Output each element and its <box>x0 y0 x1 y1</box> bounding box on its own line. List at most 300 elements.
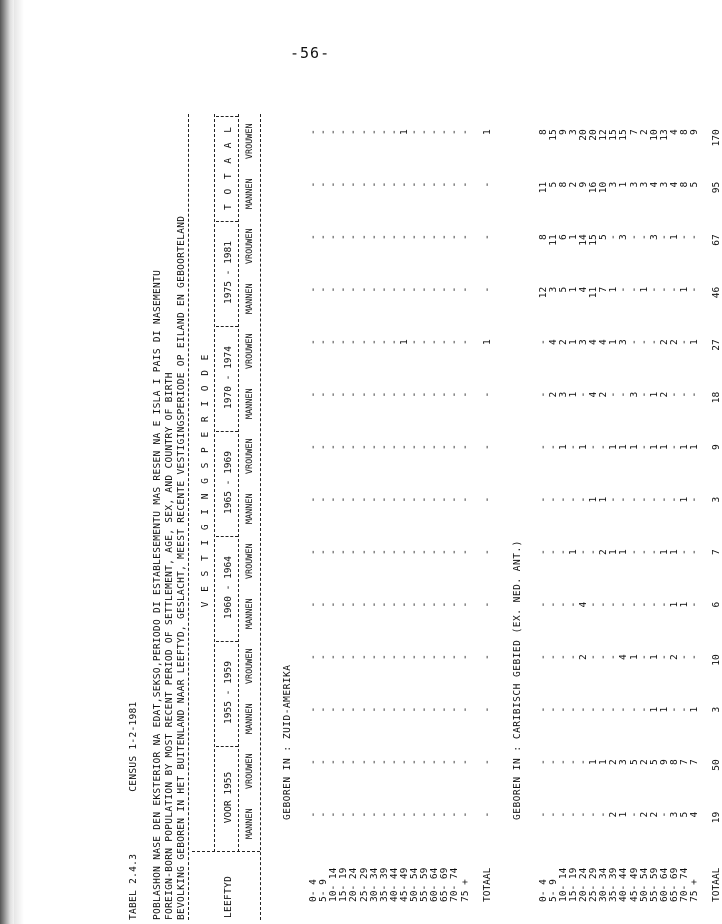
group-header-rule <box>214 114 215 852</box>
table-cell: - <box>668 496 680 503</box>
table-cell: - <box>398 601 410 608</box>
table-cell: - <box>618 286 630 293</box>
table-cell: 1 <box>679 496 690 503</box>
table-cell: 5 <box>679 811 690 818</box>
table-cell: - <box>429 601 441 608</box>
table-cell: - <box>419 181 431 188</box>
table-cell: 11 <box>537 181 549 194</box>
table-cell: - <box>459 286 471 293</box>
table-cell: - <box>439 706 451 713</box>
table-cell: - <box>648 496 660 503</box>
table-cell: - <box>338 706 350 713</box>
table-cell: - <box>598 444 610 450</box>
table-cell: - <box>348 706 360 713</box>
table-cell: - <box>419 811 431 818</box>
table-cell: - <box>689 601 701 608</box>
sex-header-vrouwen: VROUWEN <box>245 648 255 685</box>
table-cell: - <box>388 391 400 398</box>
table-cell: - <box>409 706 420 713</box>
table-cell: - <box>398 654 410 660</box>
table-cell: - <box>368 759 380 765</box>
table-cell: 2 <box>668 654 680 660</box>
table-cell: 4 <box>547 339 559 345</box>
table-cell: - <box>308 601 319 608</box>
table-cell: - <box>378 811 390 818</box>
table-cell: - <box>658 286 670 293</box>
table-cell: - <box>638 706 650 713</box>
table-cell: - <box>658 811 670 818</box>
table-cell: - <box>648 601 660 608</box>
table-cell: - <box>598 811 610 818</box>
table-cell: - <box>578 391 589 398</box>
table-cell: - <box>338 759 350 765</box>
table-cell: - <box>598 601 610 608</box>
table-cell: 1 <box>648 444 660 450</box>
table-cell: 1 <box>658 549 670 555</box>
table-cell: - <box>439 129 451 135</box>
age-group-label: 30- 34 <box>598 867 610 902</box>
table-cell: - <box>638 654 650 660</box>
table-cell: - <box>459 181 471 188</box>
table-cell: - <box>409 181 420 188</box>
total-cell: 9 <box>711 444 722 450</box>
table-cell: - <box>668 706 680 713</box>
table-cell: - <box>358 444 370 450</box>
table-cell: 1 <box>608 444 620 450</box>
period-header: T O T A A L <box>223 125 234 210</box>
table-cell: - <box>608 654 620 660</box>
table-cell: - <box>588 811 600 818</box>
table-cell: - <box>628 706 640 713</box>
sex-header-mannen: MANNEN <box>245 388 255 420</box>
table-cell: - <box>648 339 660 345</box>
table-cell: - <box>459 759 471 765</box>
table-cell: 20 <box>578 129 589 141</box>
table-cell: 2 <box>658 391 670 398</box>
table-cell: 1 <box>668 234 680 240</box>
table-cell: 2 <box>578 654 589 660</box>
table-cell: 1 <box>588 496 600 503</box>
age-group-label: 5- 9 <box>318 879 330 902</box>
table-cell: - <box>459 444 471 450</box>
table-cell: 12 <box>537 286 549 299</box>
table-cell: - <box>547 601 559 608</box>
total-cell: 95 <box>711 181 722 194</box>
table-cell: - <box>409 391 420 398</box>
table-cell: 8 <box>557 181 569 188</box>
table-cell: - <box>398 181 410 188</box>
table-cell: - <box>348 391 360 398</box>
total-cell: - <box>481 811 493 818</box>
total-cell: - <box>481 286 493 293</box>
census-date: CENSUS 1-2-1981 <box>128 701 139 792</box>
sex-header-mannen: MANNEN <box>245 178 255 210</box>
table-cell: 3 <box>628 391 640 398</box>
table-cell: 4 <box>598 339 610 345</box>
table-cell: 1 <box>567 549 579 555</box>
table-cell: - <box>628 339 640 345</box>
table-cell: - <box>358 496 370 503</box>
table-cell: - <box>547 654 559 660</box>
table-cell: - <box>557 601 569 608</box>
table-cell: 5 <box>557 286 569 293</box>
table-cell: 11 <box>547 234 559 246</box>
table-cell: - <box>368 601 380 608</box>
table-cell: - <box>348 181 360 188</box>
table-cell: 5 <box>689 181 701 188</box>
table-cell: 2 <box>668 339 680 345</box>
table-cell: - <box>459 706 471 713</box>
table-cell: - <box>368 549 380 555</box>
table-cell: - <box>449 129 461 135</box>
table-cell: - <box>638 339 650 345</box>
table-cell: - <box>308 706 319 713</box>
table-cell: 3 <box>608 181 620 188</box>
table-cell: 15 <box>547 129 559 141</box>
table-cell: - <box>449 811 461 818</box>
table-cell: - <box>429 339 441 345</box>
table-cell: 4 <box>668 181 680 188</box>
table-cell: 1 <box>679 444 690 450</box>
table-cell: - <box>308 496 319 503</box>
table-cell: - <box>388 129 400 135</box>
table-cell: - <box>439 339 451 345</box>
period-header: 1965 - 1969 <box>223 451 234 514</box>
table-cell: 1 <box>668 549 680 555</box>
table-cell: 8 <box>537 129 549 135</box>
age-group-label: 45- 49 <box>398 867 410 902</box>
table-cell: 5 <box>628 759 640 765</box>
table-cell: - <box>368 706 380 713</box>
table-cell: - <box>638 496 650 503</box>
table-cell: - <box>398 286 410 293</box>
table-cell: - <box>378 654 390 660</box>
table-cell: - <box>429 706 441 713</box>
total-cell: 1 <box>481 339 493 345</box>
table-cell: - <box>449 181 461 188</box>
table-cell: - <box>537 811 549 818</box>
table-cell: - <box>638 549 650 555</box>
table-cell: - <box>338 234 350 240</box>
table-cell: 1 <box>628 444 640 450</box>
table-cell: - <box>618 706 630 713</box>
table-cell: - <box>598 706 610 713</box>
table-cell: - <box>328 601 340 608</box>
table-cell: 2 <box>638 129 650 135</box>
table-cell: - <box>419 286 431 293</box>
table-cell: 3 <box>618 759 630 765</box>
total-label: TOTAAL <box>481 867 493 902</box>
table-cell: 1 <box>608 286 620 293</box>
table-cell: 2 <box>547 391 559 398</box>
table-cell: 4 <box>578 286 589 293</box>
table-cell: - <box>308 811 319 818</box>
table-cell: 2 <box>658 339 670 345</box>
table-cell: - <box>439 759 451 765</box>
table-cell: 2 <box>648 811 660 818</box>
table-cell: - <box>537 549 549 555</box>
table-cell: - <box>628 496 640 503</box>
table-cell: - <box>459 339 471 345</box>
age-group-label: 5- 9 <box>547 879 559 902</box>
table-cell: - <box>368 129 380 135</box>
table-cell: - <box>308 391 319 398</box>
table-cell: - <box>628 601 640 608</box>
table-cell: - <box>378 129 390 135</box>
table-cell: - <box>338 391 350 398</box>
table-cell: 1 <box>679 601 690 608</box>
total-cell: - <box>481 654 493 660</box>
table-cell: - <box>388 759 400 765</box>
table-cell: 7 <box>598 286 610 293</box>
table-cell: - <box>409 339 420 345</box>
age-group-label: 0- 4 <box>308 879 319 902</box>
table-cell: - <box>338 444 350 450</box>
table-cell: - <box>618 601 630 608</box>
table-cell: 3 <box>618 339 630 345</box>
table-cell: - <box>358 759 370 765</box>
table-cell: 1 <box>658 706 670 713</box>
table-cell: - <box>588 654 600 660</box>
table-cell: 14 <box>578 234 589 246</box>
table-cell: - <box>547 811 559 818</box>
table-cell: 20 <box>588 129 600 141</box>
table-cell: - <box>368 234 380 240</box>
table-cell: - <box>328 286 340 293</box>
table-cell: 1 <box>588 759 600 765</box>
table-cell: - <box>358 129 370 135</box>
table-cell: - <box>409 654 420 660</box>
table-cell: - <box>318 601 330 608</box>
table-cell: - <box>388 706 400 713</box>
sex-header-vrouwen: VROUWEN <box>245 543 255 580</box>
age-group-label: 15- 19 <box>338 867 350 902</box>
table-cell: - <box>439 601 451 608</box>
table-cell: - <box>429 234 441 240</box>
table-cell: - <box>429 654 441 660</box>
total-cell: 3 <box>711 706 722 713</box>
table-cell: 1 <box>598 759 610 765</box>
column-separator <box>216 641 238 642</box>
table-cell: 4 <box>588 339 600 345</box>
table-cell: - <box>368 654 380 660</box>
table-cell: 1 <box>557 444 569 450</box>
table-cell: - <box>328 339 340 345</box>
table-cell: - <box>398 496 410 503</box>
age-group-label: 50- 54 <box>409 867 420 902</box>
table-cell: 1 <box>679 286 690 293</box>
total-cell: - <box>481 234 493 240</box>
table-cell: - <box>338 339 350 345</box>
table-cell: - <box>439 811 451 818</box>
table-cell: - <box>689 654 701 660</box>
table-cell: - <box>689 286 701 293</box>
table-id-line <box>128 701 139 920</box>
table-cell: 15 <box>608 129 620 141</box>
age-group-label: 60- 64 <box>658 867 670 902</box>
total-label: TOTAAL <box>711 867 722 902</box>
table-cell: - <box>557 811 569 818</box>
total-cell: 46 <box>711 286 722 299</box>
table-cell: - <box>689 496 701 503</box>
table-cell: - <box>328 706 340 713</box>
table-cell: - <box>668 286 680 293</box>
table-cell: - <box>388 811 400 818</box>
table-cell: - <box>557 496 569 503</box>
table-cell: - <box>328 759 340 765</box>
table-cell: - <box>429 759 441 765</box>
table-cell: - <box>378 706 390 713</box>
table-cell: - <box>368 496 380 503</box>
table-cell: - <box>318 181 330 188</box>
table-cell: - <box>348 444 360 450</box>
table-cell: - <box>318 234 330 240</box>
title-papiamentu: POBLASHON NASE DEN EKSTERIOR NA EDAT,SEKSO,PERIODO DI ESTABLESEMENTU MAS RESEN NA E ISLA I PAIS DI NASEMENTU <box>152 269 163 920</box>
age-group-label: 55- 59 <box>419 867 431 902</box>
table-cell: - <box>588 706 600 713</box>
table-cell: - <box>398 234 410 240</box>
table-cell: 1 <box>689 706 701 713</box>
table-cell: - <box>388 444 400 450</box>
age-group-label: 30- 34 <box>368 867 380 902</box>
table-cell: - <box>429 496 441 503</box>
table-cell: - <box>429 129 441 135</box>
table-cell: - <box>378 601 390 608</box>
table-cell: - <box>409 549 420 555</box>
table-cell: - <box>388 496 400 503</box>
table-cell: 1 <box>578 444 589 450</box>
sex-header-mannen: MANNEN <box>245 598 255 630</box>
table-cell: - <box>429 549 441 555</box>
table-cell: - <box>459 234 471 240</box>
table-cell: - <box>358 811 370 818</box>
table-cell: - <box>628 811 640 818</box>
table-cell: - <box>547 496 559 503</box>
table-cell: - <box>388 286 400 293</box>
table-cell: - <box>449 549 461 555</box>
age-group-label: 65- 69 <box>439 867 451 902</box>
table-cell: - <box>338 496 350 503</box>
sex-header-vrouwen: VROUWEN <box>245 123 255 160</box>
table-cell: - <box>358 339 370 345</box>
table-cell: - <box>378 444 390 450</box>
table-cell: - <box>398 706 410 713</box>
table-cell: - <box>429 286 441 293</box>
table-cell: - <box>449 444 461 450</box>
table-cell: - <box>429 811 441 818</box>
table-cell: - <box>409 444 420 450</box>
table-cell: - <box>658 654 670 660</box>
table-cell: - <box>368 811 380 818</box>
table-cell: - <box>679 706 690 713</box>
table-cell: - <box>449 601 461 608</box>
table-cell: - <box>628 234 640 240</box>
age-group-label: 0- 4 <box>537 879 549 902</box>
table-cell: 2 <box>638 811 650 818</box>
period-rule <box>238 114 239 852</box>
table-cell: - <box>578 811 589 818</box>
table-cell: - <box>537 444 549 450</box>
table-cell: 16 <box>588 181 600 194</box>
table-cell: - <box>567 811 579 818</box>
section-title: GEBOREN IN : CARIBISCH GEBIED (EX. NED. ANT.) <box>511 540 523 820</box>
table-cell: - <box>459 811 471 818</box>
table-cell: - <box>368 444 380 450</box>
table-cell: - <box>409 286 420 293</box>
table-cell: - <box>348 496 360 503</box>
total-cell: 10 <box>711 654 722 666</box>
row-header: LEEFTYD <box>223 875 234 918</box>
age-group-label: 40- 44 <box>388 867 400 902</box>
table-cell: - <box>308 234 319 240</box>
table-cell: - <box>419 706 431 713</box>
table-cell: - <box>679 391 690 398</box>
table-cell: - <box>318 286 330 293</box>
table-cell: - <box>439 391 451 398</box>
table-id: TABEL 2.4.3 <box>128 853 139 920</box>
table-cell: 1 <box>618 444 630 450</box>
table-cell: - <box>679 339 690 345</box>
table-cell: - <box>628 549 640 555</box>
table-cell: - <box>449 286 461 293</box>
table-cell: - <box>689 234 701 240</box>
table-cell: 2 <box>638 759 650 765</box>
table-cell: 1 <box>567 286 579 293</box>
table-cell: - <box>398 811 410 818</box>
table-cell: - <box>419 339 431 345</box>
table-cell: - <box>318 706 330 713</box>
table-cell: - <box>449 759 461 765</box>
table-cell: - <box>409 129 420 135</box>
table-cell: 1 <box>398 339 410 345</box>
table-cell: - <box>368 339 380 345</box>
table-cell: - <box>318 759 330 765</box>
table-cell: - <box>439 286 451 293</box>
table-cell: - <box>308 129 319 135</box>
table-cell: - <box>338 286 350 293</box>
table-cell: - <box>658 601 670 608</box>
table-cell: - <box>419 444 431 450</box>
age-group-label: 55- 59 <box>648 867 660 902</box>
total-cell: 27 <box>711 339 722 351</box>
table-cell: - <box>658 496 670 503</box>
table-cell: - <box>409 496 420 503</box>
table-cell: 15 <box>588 234 600 246</box>
table-cell: 4 <box>618 654 630 660</box>
table-cell: - <box>409 811 420 818</box>
table-cell: - <box>419 759 431 765</box>
table-cell: - <box>348 339 360 345</box>
table-cell: 1 <box>638 286 650 293</box>
total-cell: 19 <box>711 811 722 824</box>
table-cell: - <box>368 391 380 398</box>
period-header: 1975 - 1981 <box>223 241 234 304</box>
table-cell: - <box>358 654 370 660</box>
table-cell: - <box>328 234 340 240</box>
table-cell: - <box>429 444 441 450</box>
table-cell: - <box>338 811 350 818</box>
total-cell: 67 <box>711 234 722 246</box>
table-cell: - <box>658 234 670 240</box>
table-cell: - <box>588 549 600 555</box>
table-cell: - <box>618 496 630 503</box>
age-group-label: 60- 64 <box>429 867 441 902</box>
table-cell: - <box>378 549 390 555</box>
period-header: 1960 - 1964 <box>223 556 234 619</box>
table-cell: - <box>578 549 589 555</box>
table-cell: 13 <box>658 129 670 141</box>
table-cell: - <box>308 181 319 188</box>
